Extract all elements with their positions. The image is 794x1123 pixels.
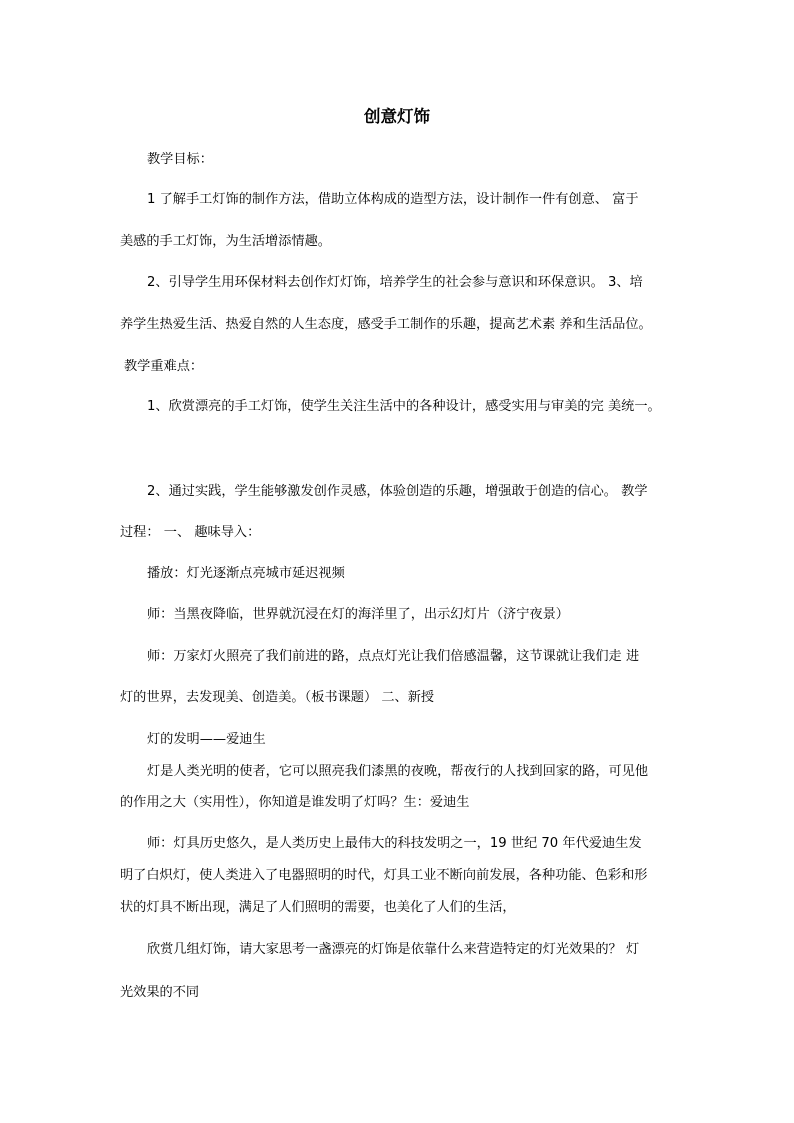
- text-line: 美感的手工灯饰，为生活增添情趣。: [120, 234, 331, 249]
- text-line: 播放：灯光逐渐点亮城市延迟视频: [147, 566, 345, 581]
- text-line: 灯的发明——爱迪生: [147, 732, 266, 747]
- text-line: 过程： 一、 趣味导入：: [120, 525, 261, 540]
- text-line: 教学目标：: [147, 152, 213, 167]
- text-line: 1 了解手工灯饰的制作方法，借助立体构成的造型方法，设计制作一件有创意、 富于: [147, 192, 639, 207]
- text-line: 2、通过实践，学生能够激发创作灵感，体验创造的乐趣，增强敢于创造的信心。 教学: [147, 484, 648, 499]
- text-line: 光效果的不同: [120, 985, 200, 1000]
- text-line: 灯是人类光明的使者，它可以照亮我们漆黑的夜晚，帮夜行的人找到回家的路，可见他: [147, 764, 649, 779]
- text-line: 教学重难点：: [124, 359, 204, 374]
- text-line: 师：当黑夜降临，世界就沉浸在灯的海洋里了，出示幻灯片（济宁夜景）: [147, 607, 569, 622]
- text-line: 师：灯具历史悠久，是人类历史上最伟大的科技发明之一，19 世纪 70 年代爱迪生发: [147, 836, 642, 851]
- text-line: 1、欣赏漂亮的手工灯饰，使学生关注生活中的各种设计，感受实用与审美的完 美统一。: [147, 399, 661, 414]
- text-line: 的作用之大（实用性），你知道是谁发明了灯吗？生：爱迪生: [120, 795, 470, 810]
- text-line: 灯的世界，去发现美、创造美。（板书课题） 二、新授: [120, 690, 435, 705]
- text-line: 2、引导学生用环保材料去创作灯灯饰，培养学生的社会参与意识和环保意识。 3、培: [147, 275, 643, 290]
- text-line: 养学生热爱生活、热爱自然的人生态度，感受手工制作的乐趣，提高艺术素 养和生活品位。: [120, 317, 652, 332]
- text-line: 明了白炽灯，使人类进入了电器照明的时代，灯具工业不断向前发展，各种功能、色彩和形: [120, 868, 648, 883]
- document-title: 创意灯饰: [364, 107, 430, 126]
- text-line: 欣赏几组灯饰，请大家思考一盏漂亮的灯饰是依靠什么来营造特定的灯光效果的？ 灯: [147, 942, 640, 957]
- text-line: 师：万家灯火照亮了我们前进的路，点点灯光让我们倍感温馨，这节课就让我们走 进: [147, 649, 640, 664]
- text-line: 状的灯具不断出现，满足了人们照明的需要，也美化了人们的生活，: [120, 900, 516, 915]
